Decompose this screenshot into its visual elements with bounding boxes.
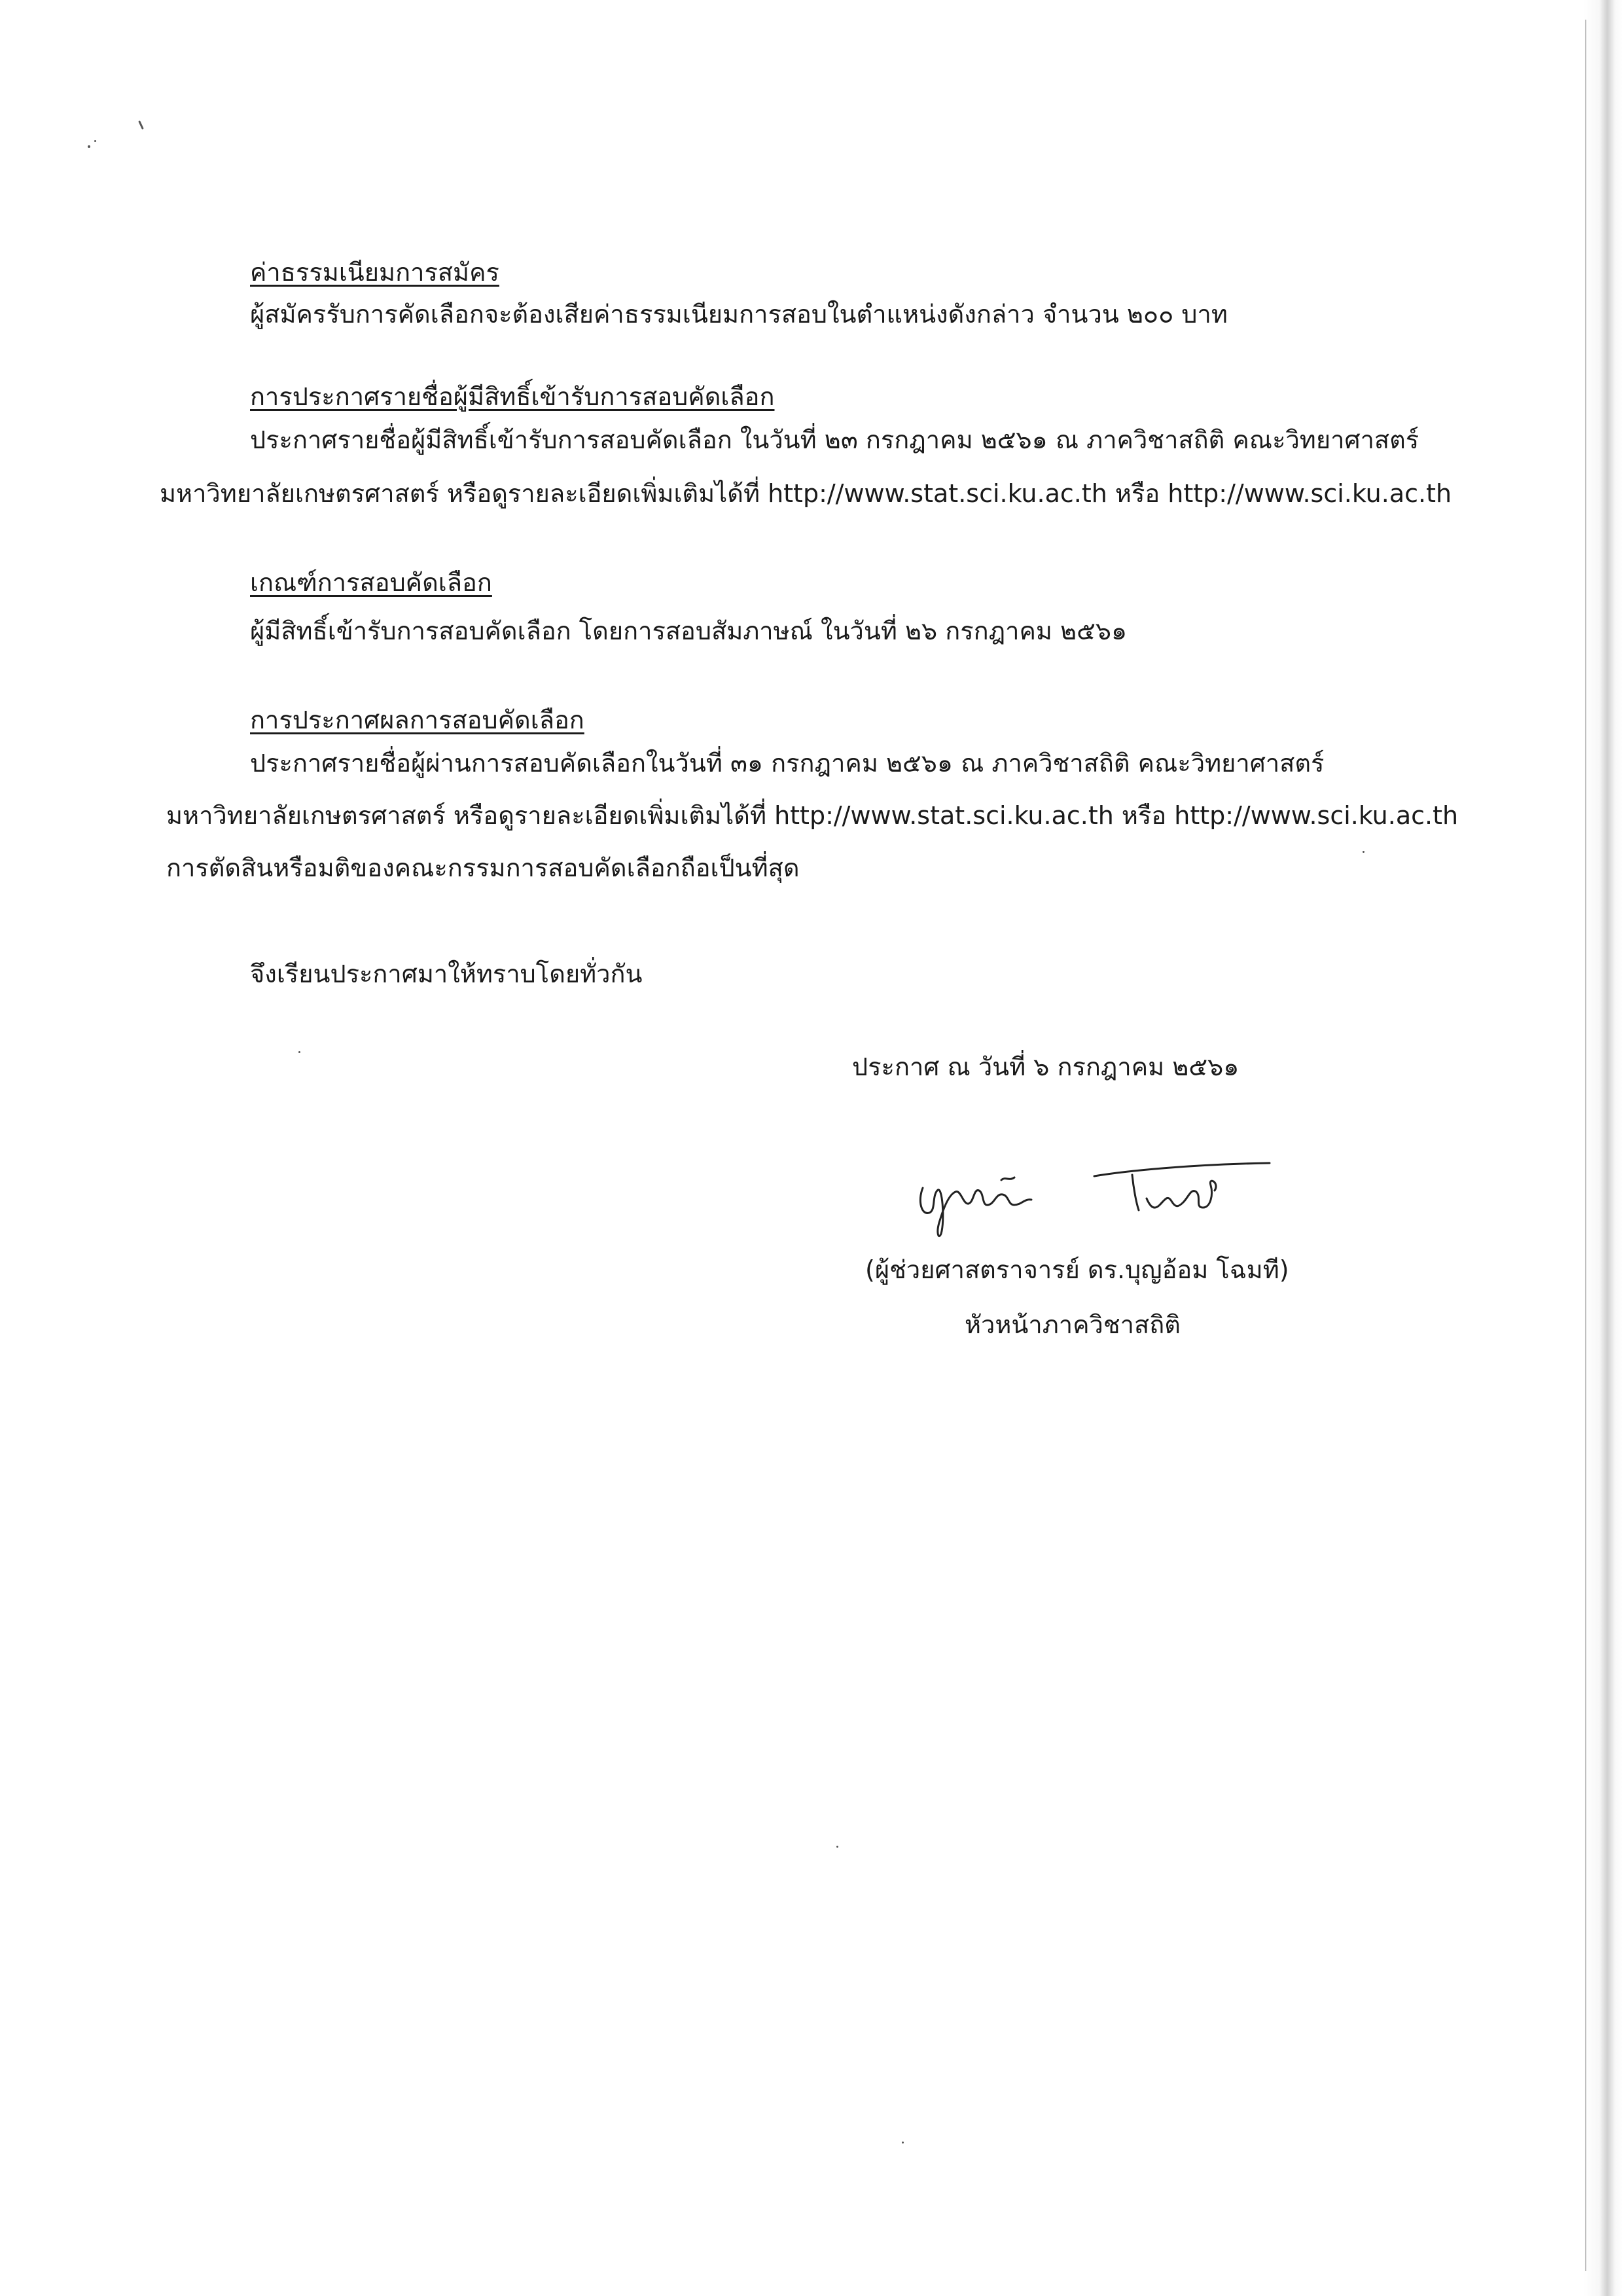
section-text-eligible-list-1: ประกาศรายชื่อผู้มีสิทธิ์เข้ารับการสอบคัดเลือก ในวันที่ ๒๓ กรกฎาคม ๒๕๖๑ ณ ภาควิชาสถิติ คณะวิทยาศาสตร์ xyxy=(250,425,1419,454)
scan-speck xyxy=(138,120,144,130)
section-text-application-fee: ผู้สมัครรับการคัดเลือกจะต้องเสียค่าธรรมเนียมการสอบในตำแหน่งดังกล่าว จำนวน ๒๐๐ บาท xyxy=(250,300,1228,329)
closing-statement: จึงเรียนประกาศมาให้ทราบโดยทั่วกัน xyxy=(250,960,643,988)
scan-edge-line xyxy=(1585,20,1586,2271)
section-text-eligible-list-2: มหาวิทยาลัยเกษตรศาสตร์ หรือดูรายละเอียดเพิ่มเติมได้ที่ http://www.stat.sci.ku.ac.th หรือ http://www.sci.ku.ac.th xyxy=(160,479,1452,508)
section-text-results-1: ประกาศรายชื่อผู้ผ่านการสอบคัดเลือกในวันที่ ๓๑ กรกฎาคม ๒๕๖๑ ณ ภาควิชาสถิติ คณะวิทยาศาสตร์ xyxy=(250,749,1325,778)
section-heading-results: การประกาศผลการสอบคัดเลือก xyxy=(250,706,584,734)
section-heading-selection-criteria: เกณฑ์การสอบคัดเลือก xyxy=(250,568,492,597)
announcement-date: ประกาศ ณ วันที่ ๖ กรกฎาคม ๒๕๖๑ xyxy=(852,1052,1240,1081)
signer-name: (ผู้ช่วยศาสตราจารย์ ดร.บุญอ้อม โฉมที) xyxy=(865,1255,1289,1284)
section-text-selection-criteria: ผู้มีสิทธิ์เข้ารับการสอบคัดเลือก โดยการสอบสัมภาษณ์ ในวันที่ ๒๖ กรกฎาคม ๒๕๖๑ xyxy=(250,617,1128,645)
handwritten-signature xyxy=(903,1142,1283,1240)
scan-speck xyxy=(836,1846,838,1848)
scan-speck xyxy=(902,2142,904,2144)
section-heading-eligible-list: การประกาศรายชื่อผู้มีสิทธิ์เข้ารับการสอบคัดเลือก xyxy=(250,382,775,411)
scan-shadow xyxy=(1584,0,1623,2296)
section-heading-application-fee: ค่าธรรมเนียมการสมัคร xyxy=(250,258,499,287)
scan-speck xyxy=(94,140,96,142)
scan-speck xyxy=(88,145,90,148)
scan-speck xyxy=(298,1051,300,1053)
section-text-results-3: การตัดสินหรือมติของคณะกรรมการสอบคัดเลือกถือเป็นที่สุด xyxy=(166,853,800,882)
signer-title: หัวหน้าภาควิชาสถิติ xyxy=(965,1310,1181,1339)
scan-speck xyxy=(1363,851,1364,853)
section-text-results-2: มหาวิทยาลัยเกษตรศาสตร์ หรือดูรายละเอียดเพิ่มเติมได้ที่ http://www.stat.sci.ku.ac.th หรือ http://www.sci.ku.ac.th xyxy=(166,801,1459,830)
